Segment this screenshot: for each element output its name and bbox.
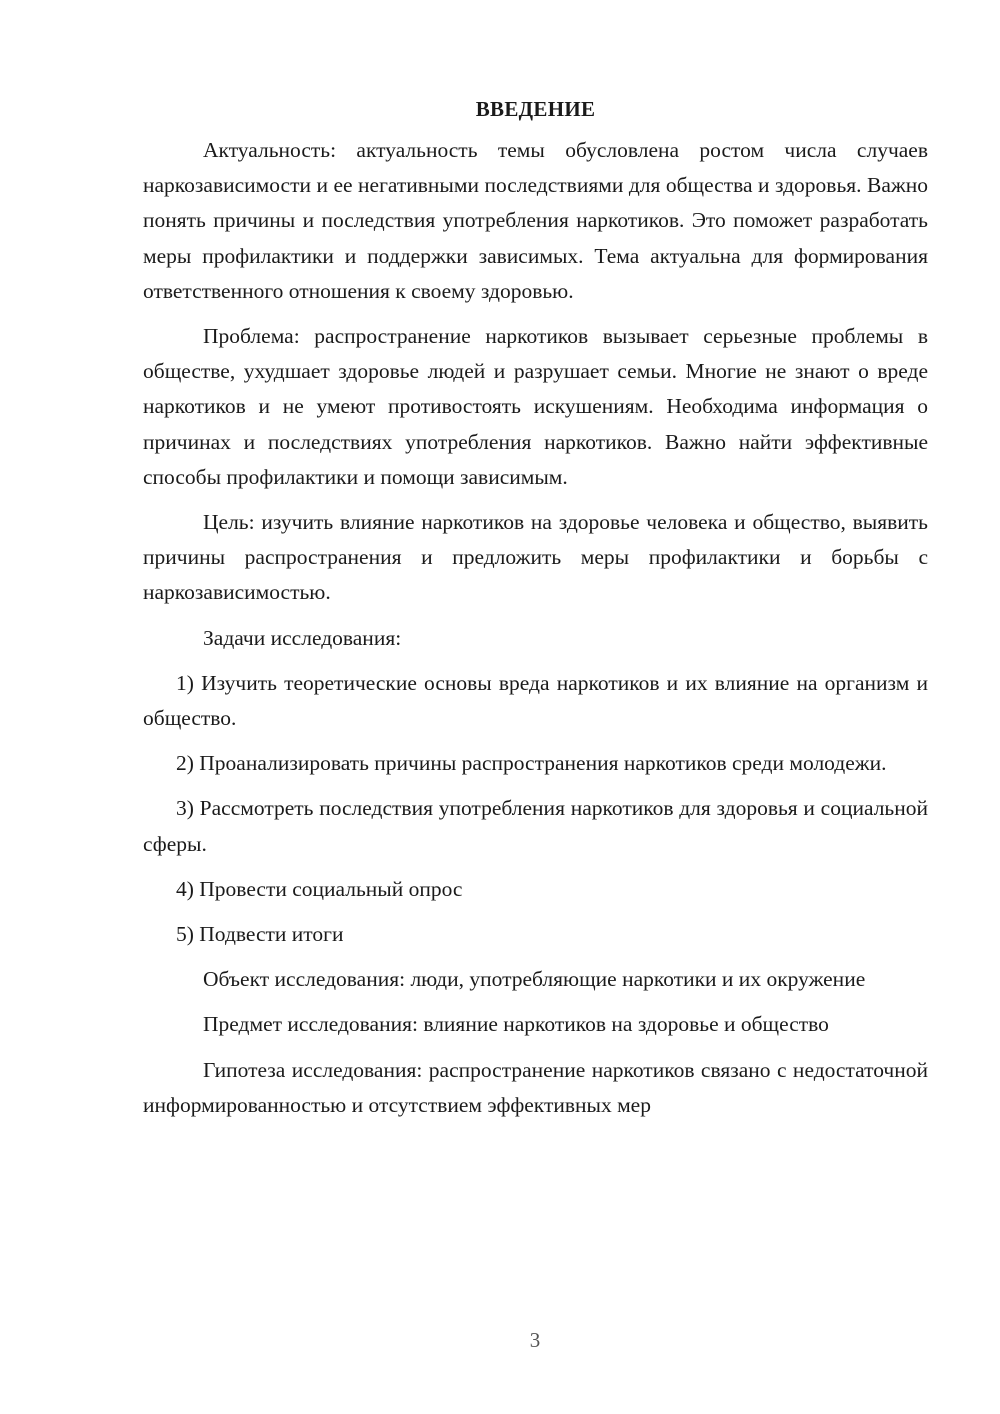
subject-paragraph: Предмет исследования: влияние наркотиков на здоровье и общество bbox=[203, 1012, 829, 1037]
task-item-4: 4) Провести социальный опрос bbox=[176, 876, 463, 901]
tasks-heading: Задачи исследования: bbox=[203, 625, 402, 650]
task-item-1: 1) Изучить теоретические основы вреда наркотиков и их влияние на организм и общество. bbox=[143, 670, 928, 731]
object-paragraph: Объект исследования: люди, употребляющие наркотики и их окружение bbox=[203, 967, 866, 992]
task-item-3: 3) Рассмотреть последствия употребления наркотиков для здоровья и социальной сферы. bbox=[143, 796, 928, 856]
task-item-2: 2) Проанализировать причины распространения наркотиков среди молодежи. bbox=[176, 751, 887, 776]
document-page bbox=[143, 92, 928, 1123]
task-item-5: 5) Подвести итоги bbox=[176, 922, 344, 947]
hypothesis-paragraph: Гипотеза исследования: распространение наркотиков связано с недостаточной информированностью и отсутствием эффективных мер bbox=[143, 1057, 928, 1117]
goal-paragraph: Цель: изучить влияние наркотиков на здоровье человека и общество, выявить причины распространения и предложить меры профилактики и борьбы с наркозависимостью. bbox=[143, 510, 928, 605]
section-title: ВВЕДЕНИЕ bbox=[475, 97, 596, 121]
problem-paragraph: Проблема: распространение наркотиков вызывает серьезные проблемы в обществе, ухудшает здоровье людей и разрушает семьи. Многие не знают о вреде наркотиков и не умеют противостоять искушениям. Необходима информация о причинах и последствиях употребления наркотиков. Важно найти эффективные способы профилактики и помощи зависимым. bbox=[143, 324, 928, 489]
relevance-paragraph: Актуальность: актуальность темы обусловлена ростом числа случаев наркозависимости и ее негативными последствиями для общества и здоровья. Важно понять причины и последствия употребления наркотиков. Это поможет разработать меры профилактики и поддержки зависимых. Тема актуальна для формирования ответственного отношения к своему здоровью. bbox=[143, 138, 928, 303]
page-number: 3 bbox=[529, 1328, 541, 1352]
